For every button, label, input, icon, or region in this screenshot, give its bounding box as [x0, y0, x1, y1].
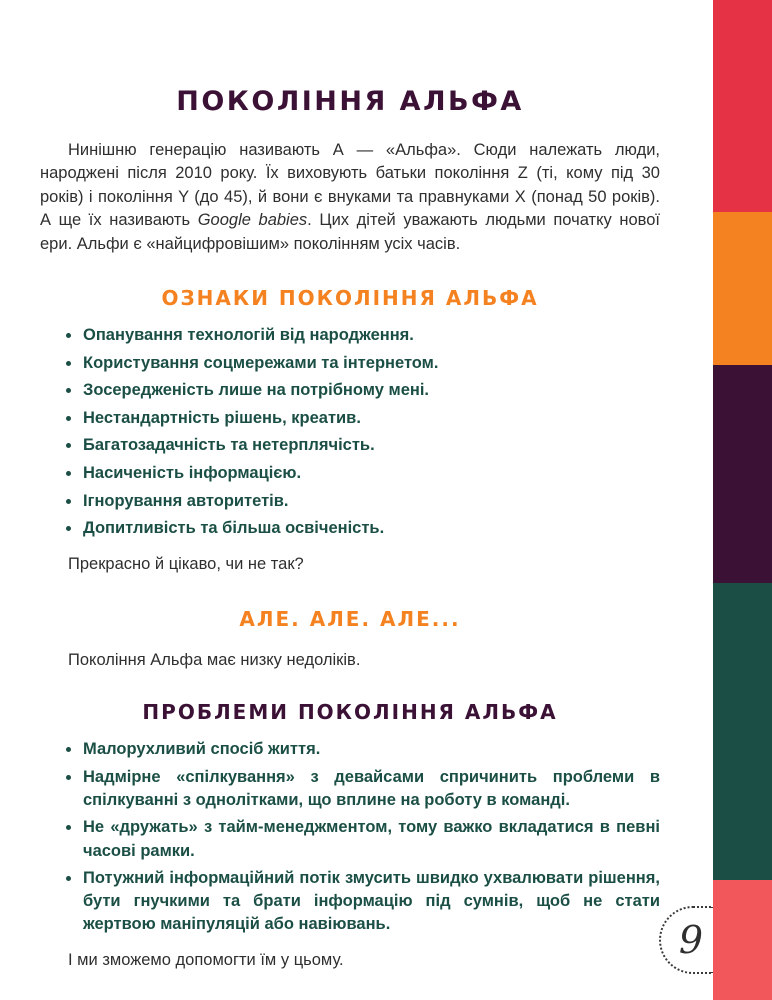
list-item [66, 379, 660, 402]
list-item-text: Малорухливий спосіб життя. [83, 740, 321, 759]
list-item-text: Користування соцмережами та інтернетом. [83, 353, 439, 372]
list-item-text: Багатозадачність та нетерплячість. [83, 436, 375, 455]
bullet-dot [66, 876, 71, 881]
signs-closing-text: Прекрасно й цікаво, чи не так? [68, 555, 304, 574]
list-item [66, 517, 660, 540]
section-heading-signs: ОЗНАКИ ПОКОЛІННЯ АЛЬФА [161, 286, 539, 311]
list-item [66, 766, 660, 812]
stripe-red [713, 0, 772, 212]
intro-paragraph [40, 139, 660, 256]
page-number-decoration [659, 906, 713, 974]
list-item-text: Опанування технологій від народження. [83, 326, 414, 345]
signs-list [40, 324, 660, 540]
list-item [66, 324, 660, 347]
edge-stripes [713, 0, 772, 1000]
list-item [66, 867, 660, 936]
stripe-teal [713, 583, 772, 880]
page-content [40, 0, 660, 973]
bullet-dot [66, 443, 71, 448]
list-item [66, 490, 660, 513]
page-number: 9 [678, 918, 704, 962]
page-title: ПОКОЛІННЯ АЛЬФА [176, 86, 524, 117]
bullet-dot [66, 747, 71, 752]
list-item [66, 816, 660, 862]
list-item [66, 352, 660, 375]
but-text: Покоління Альфа має низку недоліків. [68, 650, 361, 669]
list-item-text: Потужний інформаційний потік змусить швидко ухвалювати рішення, бути гнучкими та брати інформацію під сумнів, щоб не стати жертвою маніпуляцій або навіювань. [83, 869, 660, 934]
bullet-dot [66, 333, 71, 338]
bullet-dot [66, 471, 71, 476]
list-item-text: Зосередженість лише на потрібному мені. [83, 381, 430, 400]
list-item-text: Ігнорування авторитетів. [83, 491, 289, 510]
intro-text-before: Нинішню генерацію називають А — «Альфа». Сюди належать люди, народжені після 2010 року. Їх виховують батьки покоління Z (ті, кому під 30 років) і покоління Y (до 45), й вони є внуками та правнуками X (понад 50 років). А ще їх називають [40, 141, 660, 230]
bullet-dot [66, 526, 71, 531]
stripe-plum [713, 365, 772, 583]
bullet-dot [66, 361, 71, 366]
intro-italic-text: Google babies [197, 211, 308, 230]
bullet-dot [66, 825, 71, 830]
bullet-dot [66, 416, 71, 421]
list-item [66, 462, 660, 485]
bullet-dot [66, 388, 71, 393]
list-item-text: Не «дружать» з тайм-менеджментом, тому важко вкладатися в певні часові рамки. [83, 818, 660, 860]
stripe-orange [713, 212, 772, 365]
list-item [66, 407, 660, 430]
problems-closing-text: І ми зможемо допомогти їм у цьому. [68, 951, 344, 970]
section-heading-problems: ПРОБЛЕМИ ПОКОЛІННЯ АЛЬФА [142, 700, 558, 725]
problems-list [40, 738, 660, 936]
bullet-dot [66, 499, 71, 504]
list-item-text: Надмірне «спілкування» з девайсами спричинить проблеми в спілкуванні з однолітками, що вплине на роботу в команді. [83, 767, 660, 809]
list-item [66, 434, 660, 457]
intro-text-after: . Цих дітей уважають людьми початку нової ери. Альфи є «найцифровішим» поколінням усіх часів. [40, 211, 660, 253]
list-item-text: Допитливість та більша освіченість. [83, 519, 385, 538]
stripe-coral [713, 880, 772, 1000]
list-item-text: Нестандартність рішень, креатив. [83, 408, 361, 427]
bullet-dot [66, 775, 71, 780]
list-item-text: Насиченість інформацією. [83, 464, 302, 483]
list-item [66, 738, 660, 761]
section-heading-but: АЛЕ. АЛЕ. АЛЕ... [239, 606, 461, 631]
